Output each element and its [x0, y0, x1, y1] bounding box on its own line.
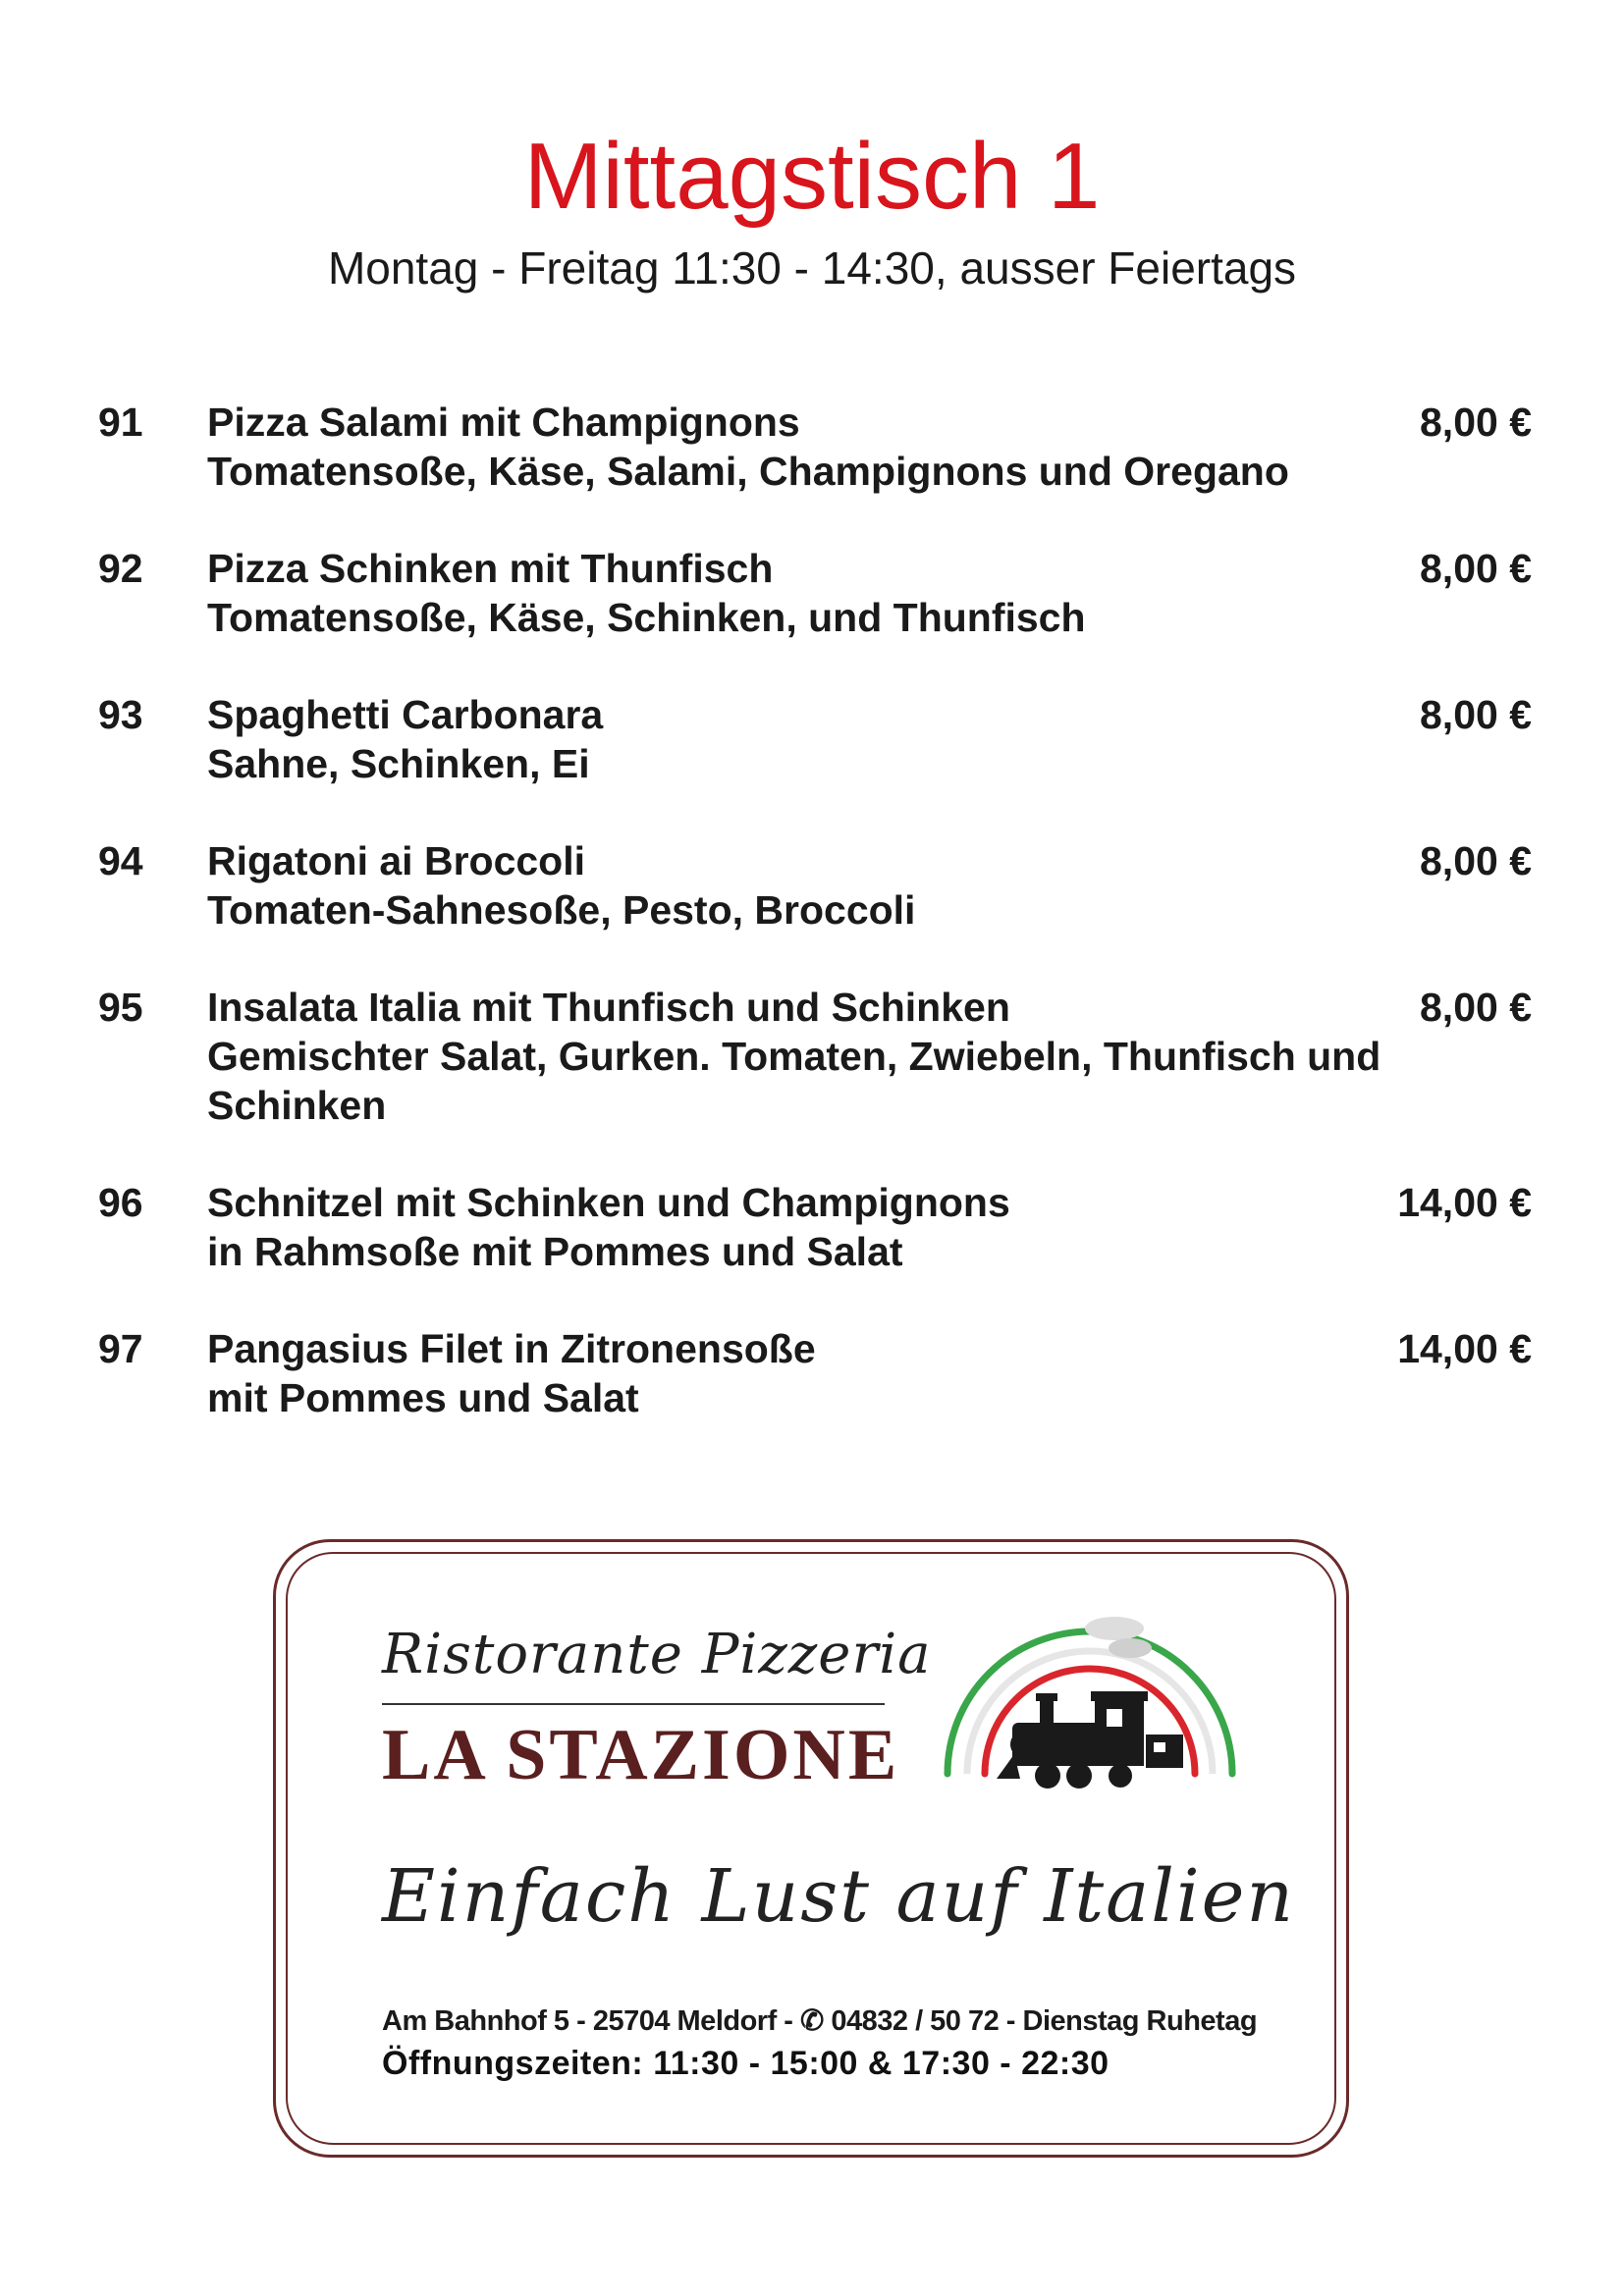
item-number: 96 — [98, 1180, 143, 1225]
item-description: Tomatensoße, Käse, Salami, Champignons und Oregano — [207, 449, 1289, 494]
item-description: Gemischter Salat, Gurken. Tomaten, Zwiebeln, Thunfisch und Schinken — [207, 1034, 1381, 1128]
item-name: Pangasius Filet in Zitronensoße — [207, 1326, 816, 1371]
restaurant-logo-card — [273, 1539, 1349, 2158]
item-number: 91 — [98, 400, 143, 445]
item-description: mit Pommes und Salat — [207, 1375, 639, 1420]
item-number: 95 — [98, 985, 143, 1030]
opening-hours: Öffnungszeiten: 11:30 - 15:00 & 17:30 - 22:30 — [382, 2045, 1110, 2082]
item-name: Pizza Salami mit Champignons — [207, 400, 800, 445]
menu-item — [98, 398, 1532, 496]
item-name: Rigatoni ai Broccoli — [207, 838, 585, 883]
menu-item — [98, 1178, 1532, 1276]
item-price: 14,00 € — [1397, 1180, 1532, 1225]
item-price: 8,00 € — [1420, 692, 1532, 737]
item-name: Pizza Schinken mit Thunfisch — [207, 546, 774, 591]
train-locomotive-icon — [928, 1607, 1252, 1793]
brand-name: LA STAZIONE — [382, 1715, 900, 1795]
menu-item — [98, 690, 1532, 788]
page-subtitle: Montag - Freitag 11:30 - 14:30, ausser Feiertags — [327, 242, 1297, 294]
item-number: 94 — [98, 838, 143, 883]
item-price: 8,00 € — [1420, 546, 1532, 591]
item-name: Spaghetti Carbonara — [207, 692, 604, 737]
address-line: Am Bahnhof 5 - 25704 Meldorf - ✆ 04832 / 50 72 - Dienstag Ruhetag — [382, 2005, 1258, 2037]
logo-tagline: Einfach Lust auf Italien — [382, 1854, 1296, 1939]
menu-item — [98, 1324, 1532, 1422]
item-number: 93 — [98, 692, 143, 737]
item-price: 8,00 € — [1420, 985, 1532, 1030]
item-description: in Rahmsoße mit Pommes und Salat — [207, 1229, 903, 1274]
item-number: 92 — [98, 546, 143, 591]
logo-script-heading: Ristorante Pizzeria — [382, 1623, 932, 1686]
item-description: Tomatensoße, Käse, Schinken, und Thunfisch — [207, 595, 1086, 640]
menu-list — [98, 398, 1532, 1470]
item-price: 14,00 € — [1397, 1326, 1532, 1371]
item-description: Sahne, Schinken, Ei — [207, 741, 590, 786]
menu-item — [98, 836, 1532, 934]
item-price: 8,00 € — [1420, 400, 1532, 445]
item-number: 97 — [98, 1326, 143, 1371]
item-description: Tomaten-Sahnesoße, Pesto, Broccoli — [207, 887, 916, 933]
item-name: Insalata Italia mit Thunfisch und Schinken — [207, 985, 1010, 1030]
item-name: Schnitzel mit Schinken und Champignons — [207, 1180, 1010, 1225]
menu-item — [98, 544, 1532, 642]
item-price: 8,00 € — [1420, 838, 1532, 883]
logo-divider — [382, 1703, 885, 1705]
page-title: Mittagstisch 1 — [523, 124, 1101, 229]
menu-item — [98, 983, 1532, 1130]
